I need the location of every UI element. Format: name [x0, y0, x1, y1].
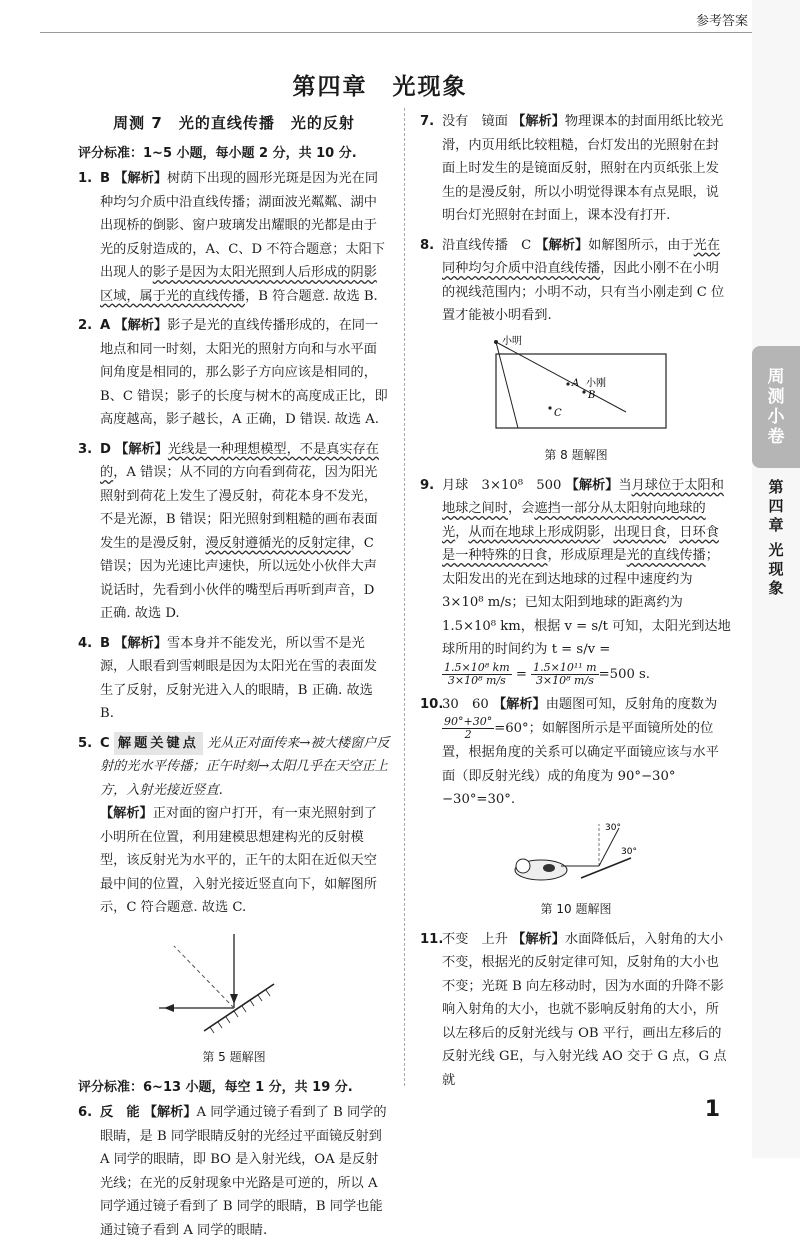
- question-number: 10.: [420, 696, 444, 712]
- label-xiaoming: 小明: [502, 335, 522, 347]
- angle-fraction: $\frac{90^\circ+30^\circ}{2}$: [444, 715, 493, 741]
- question-9: 9. 月球 3×10⁸ 500 【解析】当月球位于太阳和地球之间时，会遮挡一部分从太阳射向地球的光，从而在地球上形成阴影，出现日食，日环食是一种特殊的日食，形成原理是光的直线传播；太阳发出的光在到达地球的过程中速度约为 3×10⁸ m/s；已知太阳到地球的距离约为 1.5×10⁸ km，根据 v = s/t 可知，太阳光到达地球所用的时间约为 t = s/v = $\frac{\text{1.5×10⁸ km}}{\text{3×10⁸ m/s}}$ = $\frac{\text{1.5×10¹¹ m}}{\text{3×10⁸ m/s}}$ =500 s.: [420, 474, 732, 687]
- right-column: [420, 108, 732, 1098]
- analysis-text: ，: [455, 524, 469, 540]
- analysis-tag: 【解析】: [115, 441, 168, 457]
- answer: 30 60: [442, 696, 489, 712]
- question-number: 3.: [78, 441, 93, 457]
- analysis-text: ，: [600, 524, 614, 540]
- analysis-text: ，: [666, 524, 680, 540]
- key-phrase: 从而在地球上形成阴影: [468, 524, 601, 540]
- question-11: [420, 928, 732, 1093]
- cat-mirror-diagram-10: [501, 818, 651, 888]
- analysis-text: 树荫下出现的圆形光斑是因为光在同种均匀介质中沿直线传播；湖面波光粼粼、湖中出现桥的倒影、窗户玻璃发出耀眼的光都是由于光的反射造成的，A、C、D 不符合题意；太阳下出现人的: [100, 171, 385, 280]
- key-phrase: 月球位于太阳和地球之间时: [442, 477, 724, 516]
- answer: 月球 3×10⁸ 500: [442, 477, 562, 493]
- answer: B: [100, 635, 111, 651]
- key-phrase: 遮挡一部分从太阳射向地球的光: [442, 501, 706, 540]
- analysis-tag: 【解析】: [535, 237, 589, 253]
- analysis-tag: 【解析】: [565, 477, 619, 493]
- header-divider: [40, 32, 752, 33]
- analysis-text: ，会: [507, 501, 535, 516]
- question-number: 5.: [78, 735, 93, 751]
- answer: 沿直线传播 C: [442, 237, 532, 253]
- label-b: B: [588, 389, 596, 401]
- analysis-text: ，因此小刚不在小明的视线范围内；小明不动，只有当小刚走到 C 位置才能被小明看到.: [442, 261, 725, 323]
- calc-result: =500 s.: [598, 666, 650, 682]
- key-point-label: 解题关键点: [114, 732, 203, 756]
- figure-5: [78, 926, 390, 1070]
- key-phrase: 光线是一种理想模型，不是真实存在的: [100, 441, 379, 480]
- question-4: [78, 632, 390, 726]
- question-number: 7.: [420, 114, 435, 129]
- angle-label-2: 30°: [621, 846, 637, 857]
- calc-fraction-1: $\frac{\text{1.5×10⁸ km}}{\text{3×10⁸ m/s}}$: [444, 660, 510, 687]
- left-column: [78, 108, 390, 1248]
- analysis-text: ，A 错误；从不同的方向看到荷花，因为阳光照射到荷花上发生了漫反射，荷花本身不发光，不是光源，B 错误；阳光照射到粗糙的画布表面发生的是漫反射，: [100, 465, 378, 551]
- side-chapter-label: 第 四 章 光 现 象: [768, 478, 784, 597]
- question-number: 6.: [78, 1105, 93, 1120]
- key-phrase: 漫反射遵循光的反射定律: [205, 535, 351, 551]
- question-8: [420, 234, 732, 328]
- label-a: A: [572, 377, 580, 389]
- analysis-tag: 【解析】: [143, 1105, 197, 1120]
- answer: C: [100, 735, 110, 751]
- analysis-tag: 【解析】: [114, 635, 168, 651]
- analysis-text: ，B 符合题意. 故选 B.: [245, 288, 378, 304]
- analysis-text: 由题图可知，反射角的度数为: [545, 696, 718, 712]
- key-phrase: 影子是因为太阳光照到人后形成的阴影区域，属于光的直线传播: [100, 265, 377, 304]
- question-number: 11.: [420, 931, 444, 947]
- question-number: 9.: [420, 477, 435, 493]
- label-c: C: [554, 407, 562, 419]
- page-number: 1: [704, 1097, 720, 1122]
- question-5: [78, 732, 390, 920]
- reflection-diagram-5: [154, 926, 314, 1036]
- answer: A: [100, 318, 111, 333]
- scoring-note-2: 评分标准：6~13 小题，每空 1 分，共 19 分.: [78, 1079, 353, 1095]
- analysis-text: 当: [618, 477, 632, 493]
- analysis-text: 正对面的窗户打开，有一束光照射到了小明所在位置，利用建模思想建构光的反射模型，该反射光为水平的，正午的太阳在近似天空最中间的位置，入射光接近竖直向下，如解图所示，C 符合题意. 故选 C.: [100, 806, 377, 915]
- calc-fraction-2: $\frac{\text{1.5×10¹¹ m}}{\text{3×10⁸ m/s}}$: [533, 660, 597, 687]
- key-phrase: 日环食是一种特殊的日食: [442, 524, 719, 563]
- question-1: [78, 167, 390, 308]
- key-phrase: 光的直线传播: [626, 548, 706, 563]
- answer: 反 能: [100, 1105, 140, 1120]
- figure-caption: 第 8 题解图: [544, 448, 608, 462]
- chapter-title: 第四章 光现象: [292, 74, 468, 100]
- column-divider: [404, 108, 405, 1086]
- analysis-text: 影子是光的直线传播形成的，在同一地点和同一时刻，太阳光的照射方向和与水平面间角度是相同的，那么影子方向应该是相同的，B、C 错误；影子的长度与树木的高度成正比，即高度越高，影子越长，A 正确，D 错误. 故选 A.: [100, 318, 388, 427]
- analysis-text: 物理课本的封面用纸比较光滑，内页用纸比较粗糙，台灯发出的光照射在封面上时发生的是镜面反射，照射在内页纸张上发生的是漫反射，所以小明觉得课本有点晃眼，说明台灯光照射在封面上，课本没有打开.: [442, 114, 724, 223]
- analysis-tag: 【解析】: [114, 171, 168, 186]
- figure-caption: 第 10 题解图: [540, 902, 612, 916]
- analysis-tag: 【解析】: [100, 806, 153, 821]
- analysis-tag: 【解析】: [512, 114, 565, 129]
- key-phrase: 光在同种均匀介质中沿直线传播: [442, 237, 721, 276]
- answer: D: [100, 441, 111, 457]
- analysis-tag: 【解析】: [114, 318, 168, 333]
- line-of-sight-diagram-8: [476, 334, 676, 434]
- analysis-text: ；太阳发出的光在到达地球的过程中速度约为 3×10⁸ m/s；已知太阳到地球的距离约为 1.5×10⁸ km，根据 v = s/t 可知，太阳光到达地球所用的时间约为 t = s/v =: [442, 548, 731, 657]
- figure-caption: 第 5 题解图: [202, 1050, 266, 1064]
- question-6: [78, 1101, 390, 1242]
- key-phrase: 出现日食: [613, 524, 667, 540]
- analysis-text: 如解图所示，由于: [588, 237, 694, 253]
- question-10: [420, 693, 732, 812]
- analysis-tag: 【解析】: [512, 931, 565, 947]
- question-2: [78, 314, 390, 432]
- question-7: [420, 110, 732, 228]
- figure-8: [420, 334, 732, 468]
- answer: B: [100, 171, 111, 186]
- question-number: 2.: [78, 318, 93, 333]
- section-title: 周测 7 光的直线传播 光的反射: [113, 114, 355, 132]
- side-tab-weekly-test: 周 测 小 卷: [752, 346, 800, 468]
- header-label: 参考答案: [695, 14, 748, 29]
- key-point-text: 光从正对面传来→被大楼窗户反射的光水平传播；正午时刻→太阳几乎在天空正上方，入射光接近竖直.: [100, 735, 390, 798]
- analysis-text: =60°；如解图所示是平面镜所处的位置，根据角度的关系可以确定平面镜应该与水平面（即反射光线）成的角度为 90°−30°−30°=30°.: [442, 721, 719, 807]
- scoring-note-1: 评分标准：1~5 小题，每小题 2 分，共 10 分.: [78, 145, 357, 161]
- label-xiaogang: 小刚: [586, 377, 606, 389]
- question-number: 4.: [78, 635, 93, 651]
- question-3: [78, 438, 390, 626]
- answer: 不变 上升: [442, 931, 508, 947]
- question-number: 1.: [78, 171, 93, 186]
- analysis-tag: 【解析】: [492, 696, 546, 712]
- angle-label-1: 30°: [605, 822, 621, 833]
- analysis-text: A 同学通过镜子看到了 B 同学的眼睛，是 B 同学眼睛反射的光经过平面镜反射到 A 同学的眼睛，即 BO 是入射光线，OA 是反射光线；在光的反射现象中光路是可逆的，所以 A 同学通过镜子看到了 B 同学的眼睛，B 同学也能通过镜子看到 A 同学的眼睛.: [100, 1105, 387, 1238]
- analysis-text: 水面降低后，入射角的大小不变，根据光的反射定律可知，反射角的大小也不变；光斑 B 向左移动时，因为水面的升降不影响入射角的大小，也就不影响反射角的大小，所以左移后的反射光线与 OB 平行，画出左移后的反射光线 GE，与入射光线 AO 交于 G 点，G 点就: [442, 931, 727, 1088]
- analysis-text: ，C 错误；因为光速比声速快，所以远处小伙伴大声说话时，先看到小伙伴的嘴型后再听到声音，D 正确. 故选 D.: [100, 535, 377, 621]
- answer: 没有 镜面: [442, 114, 508, 129]
- figure-10: [420, 818, 732, 922]
- question-number: 8.: [420, 237, 435, 253]
- analysis-text: ，形成原理是: [547, 548, 627, 563]
- analysis-text: 雪本身并不能发光，所以雪不是光源，人眼看到雪刺眼是因为太阳光在雪的表面发生了反射，反射光进入人的眼睛，B 正确. 故选 B.: [100, 635, 377, 721]
